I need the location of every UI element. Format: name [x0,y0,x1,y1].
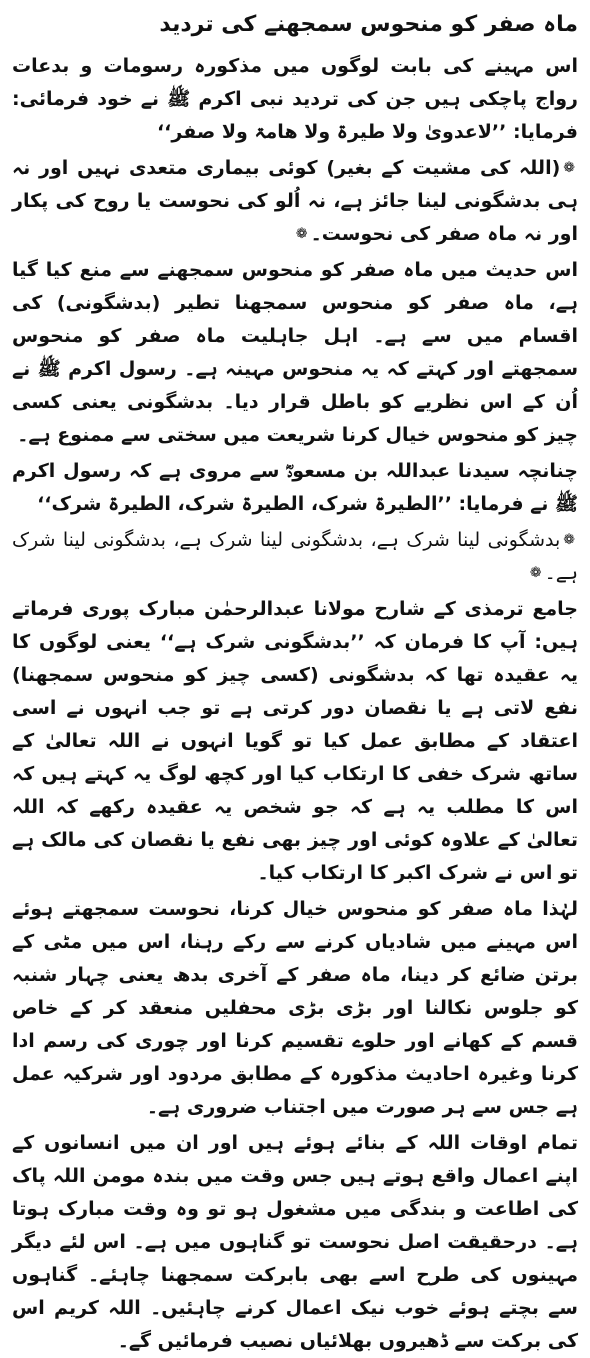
paragraph-text: لہٰذا ماہ صفر کو منحوس خیال کرنا، نحوست سمجھتے ہوئے اس مہینے میں شادیاں کرنے سے رکے رہنا، اس میں مٹی کے برتن ضائع کر دینا، ماہ صفر کے آخری بدھ یعنی چہار شنبہ کو جلوس نکالنا اور بڑی بڑی محفلیں منعقد کر کے خاص قسم کے کھانے اور حلوے تقسیم کرنا اور چوری کی رسم ادا کرنا وغیرہ احادیث مذکورہ کے مطابق مردود اور شرکیہ عمل ہے جس سے ہر صورت میں اجتناب ضروری ہے۔ [12,898,578,1118]
ornament-open-icon: ❁ [563,160,575,176]
paragraph-intro [12,50,578,149]
paragraph-customs [12,893,578,1124]
paragraph-text: بدشگونی لینا شرک ہے، بدشگونی لینا شرک ہے، بدشگونی لینا شرک ہے۔ [12,529,578,584]
ornament-close-icon: ❁ [529,565,542,581]
paragraph-text: اس حدیث میں ماہ صفر کو منحوس سمجھنے سے منع کیا گیا ہے، ماہ صفر کو منحوس سمجھنا تطیر (بدشگونی) کی اقسام میں سے ہے۔ اہل جاہلیت ماہ صفر کو منحوس سمجھتے اور کہتے کہ یہ منحوس مہینہ ہے۔ رسول اکرم ﷺ نے اُن کے اس نظریے کو باطل قرار دیا۔ بدشگونی یعنی کسی چیز کو منحوس خیال کرنا شریعت میں سختی سے ممنوع ہے۔ [12,259,578,446]
paragraph-tirmidhi-commentary [12,593,578,890]
paragraph-text: تمام اوقات اللہ کے بنائے ہوئے ہیں اور ان میں انسانوں کے اپنے اعمال واقع ہوتے ہیں جس وقت میں بندہ مومن اللہ پاک کی اطاعت و بندگی میں مشغول ہو تو وہ وقت مبارک ہوتا ہے۔ درحقیقت اصل نحوست تو گناہوں میں ہے۔ اس لئے دیگر مہینوں کی طرح اسے بھی بابرکت سمجھنا چاہئے۔ گناہوں سے بچتے ہوئے خوب نیک اعمال کرنے چاہئیں۔ اللہ کریم اس کی برکت سے ڈھیروں بھلائیاں نصیب فرمائیں گے۔ [12,1132,578,1352]
paragraph-hadith-translation [12,152,578,251]
ornament-close-icon: ❁ [295,226,308,242]
article-title: ماہ صفر کو منحوس سمجھنے کی تردید [159,12,578,37]
paragraph-explanation [12,254,578,452]
paragraph-conclusion [12,1127,578,1358]
paragraph-masood-hadith [12,455,578,521]
paragraph-shirk-translation [12,524,578,590]
ornament-open-icon: ❁ [563,532,575,548]
paragraph-text: جامع ترمذی کے شارح مولانا عبدالرحمٰن مبارک پوری فرماتے ہیں: آپ کا فرمان کہ ’’بدشگونی شرک ہے‘‘ یعنی لوگوں کا یہ عقیدہ تھا کہ بدشگونی (کسی چیز کو منحوس سمجھنا) نفع لاتی ہے یا نقصان دور کرتی ہے تو جب انہوں نے اسی اعتقاد کے مطابق عمل کیا تو گویا انہوں نے اللہ تعالیٰ کے ساتھ شرک خفی کا ارتکاب کیا اور کچھ لوگ یہ کہتے ہیں کہ اس کا مطلب یہ ہے کہ جو شخص یہ عقیدہ رکھے کہ اللہ تعالیٰ کے علاوہ کوئی اور چیز بھی نفع یا نقصان کی مالک ہے تو اس نے شرک اکبر کا ارتکاب کیا۔ [12,598,578,884]
paragraph-text: (اللہ کی مشیت کے بغیر) کوئی بیماری متعدی نہیں اور نہ ہی بدشگونی لینا جائز ہے، نہ اُلو کی نحوست یا روح کی پکار اور نہ ماہ صفر کی نحوست۔ [12,157,578,245]
paragraph-text: چنانچہ سیدنا عبداللہ بن مسعودؓ سے مروی ہے کہ رسول اکرم ﷺ نے فرمایا: ’’الطیرۃ شرک، الطیرۃ شرک، الطیرۃ شرک‘‘ [12,460,578,515]
paragraph-text: اس مہینے کی بابت لوگوں میں مذکورہ رسومات و بدعات رواج پاچکی ہیں جن کی تردید نبی اکرم ﷺ نے خود فرمائی: فرمایا: ’’لاعدویٰ ولا طیرۃ ولا ھامۃ ولا صفر‘‘ [12,55,578,143]
